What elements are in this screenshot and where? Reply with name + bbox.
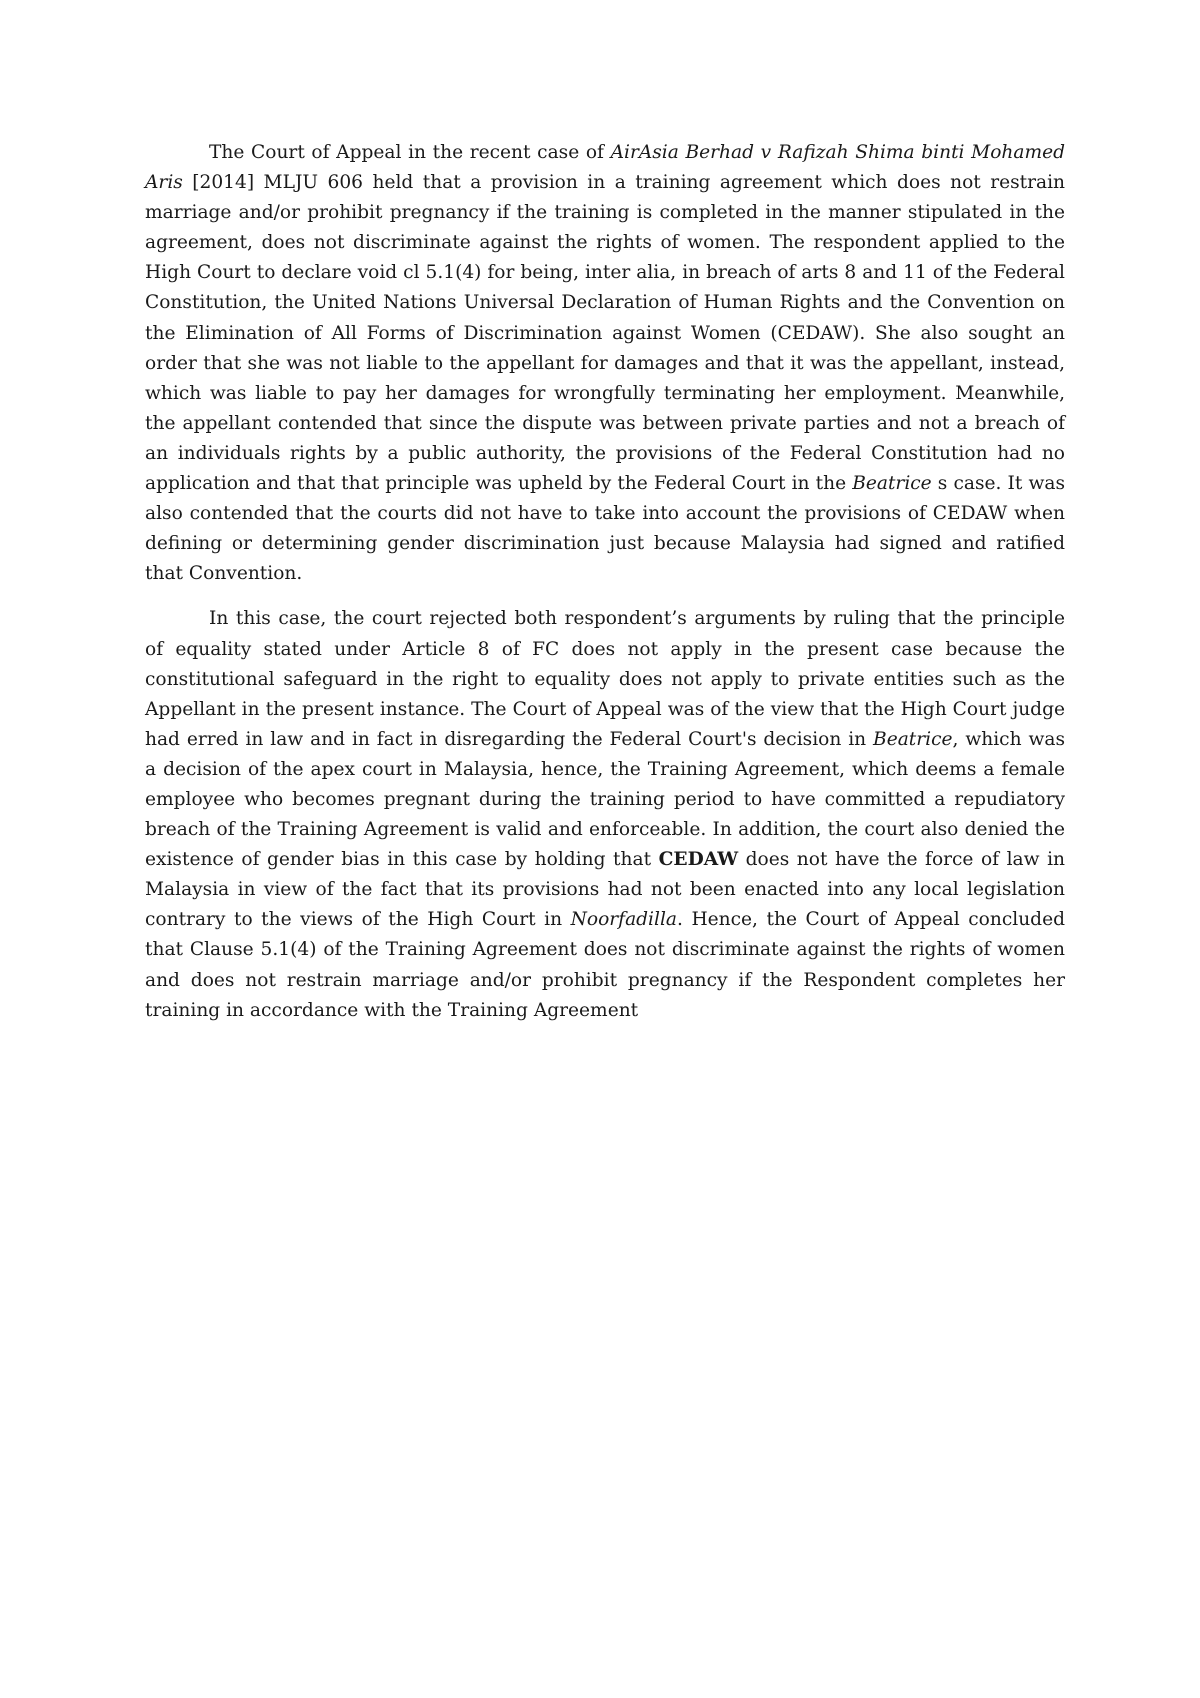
case-citation: AirAsia Berhad v Rafizah Shima binti Mohamed Aris <box>145 142 1065 194</box>
beatrice-reference: Beatrice <box>873 728 953 750</box>
paragraph-2 <box>145 604 1065 1025</box>
paragraph-1 <box>145 138 1065 589</box>
paragraph-1-text-a: The Court of Appeal in the recent case of <box>209 142 611 163</box>
beatrice-reference: Beatrice <box>852 473 932 495</box>
paragraph-2-text-a: In this case, the court rejected both respondent’s arguments by ruling that the principle of equality stated under Article 8 of FC does not apply in the present case because the constitutional safeguard in the right to equality does not apply to private entities such as the Appellant in the present instance. The Court of Appeal was of the view that the High Court judge had erred in law and in fact in disregarding the Federal Court's decision in <box>145 608 1065 750</box>
paragraph-2-text-d: . Hence, the Court of Appeal concluded that Clause 5.1(4) of the Training Agreement does not discriminate against the rights of women and does not restrain marriage and/or prohibit pregnancy if the Respondent completes her training in accordance with the Training Agreement <box>145 909 1065 1021</box>
noorfadilla-reference: Noorfadilla <box>570 909 677 931</box>
document-page <box>145 138 1065 1041</box>
cedaw-term: CEDAW <box>658 849 739 871</box>
paragraph-1-text-b: [2014] MLJU 606 held that a provision in a training agreement which does not restrain marriage and/or prohibit pregnancy if the training is completed in the manner stipulated in the agreement, does not discriminate against the rights of women. The respondent applied to the High Court to declare void cl 5.1(4) for being, inter alia, in breach of arts 8 and 11 of the Federal Constitution, the United Nations Universal Declaration of Human Rights and the Convention on the Elimination of All Forms of Discrimination against Women (CEDAW). She also sought an order that she was not liable to the appellant for damages and that it was the appellant, instead, which was liable to pay her damages for wrongfully terminating her employment. Meanwhile, the appellant contended that since the dispute was between private parties and not a breach of an individuals rights by a public authority, the provisions of the Federal Constitution had no application and that that principle was upheld by the Federal Court in the <box>145 172 1065 495</box>
paragraph-1-text-c: s case. It was also contended that the courts did not have to take into account the provisions of CEDAW when defining or determining gender discrimination just because Malaysia had signed and ratified that Convention. <box>145 473 1065 585</box>
paragraph-2-text-b: , which was a decision of the apex court in Malaysia, hence, the Training Agreement, which deems a female employee who becomes pregnant during the training period to have committed a repudiatory breach of the Training Agreement is valid and enforceable. In addition, the court also denied the existence of gender bias in this case by holding that <box>145 728 1065 871</box>
paragraph-2-text-c: does not have the force of law in Malaysia in view of the fact that its provisions had not been enacted into any local legislation contrary to the views of the High Court in <box>145 849 1065 931</box>
